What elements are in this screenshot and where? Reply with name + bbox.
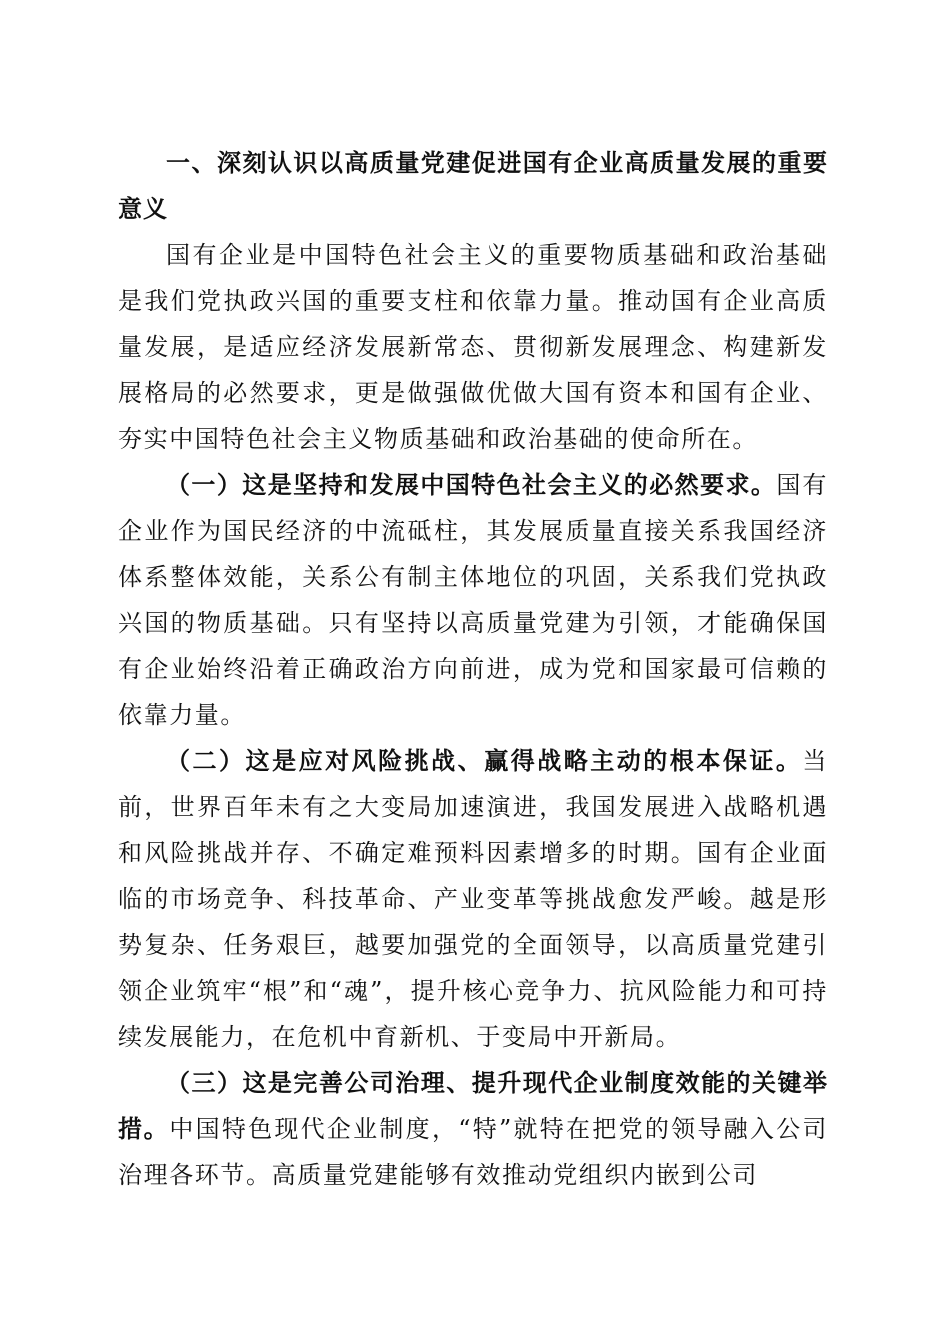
paragraph-1-title: （一）这是坚持和发展中国特色社会主义的必然要求。: [166, 471, 777, 499]
paragraph-1: [118, 462, 828, 738]
paragraph-2: [118, 738, 828, 1060]
paragraph-3-title: （三）这是完善公司治理、提升现代企业制度效能的关键举措。: [118, 1069, 828, 1143]
paragraph-2-title: （二）这是应对风险挑战、赢得战略主动的根本保证。: [166, 747, 803, 775]
document-body: [118, 140, 828, 1198]
intro-paragraph: 国有企业是中国特色社会主义的重要物质基础和政治基础是我们党执政兴国的重要支柱和依靠力量。推动国有企业高质量发展，是适应经济发展新常态、贯彻新发展理念、构建新发展格局的必然要求，更是做强做优做大国有资本和国有企业、夯实中国特色社会主义物质基础和政治基础的使命所在。: [118, 241, 828, 453]
paragraph-3-body: 中国特色现代企业制度，“特”就特在把党的领导融入公司治理各环节。高质量党建能够有效推动党组织内嵌到公司: [118, 1115, 829, 1189]
section-heading: 一、深刻认识以高质量党建促进国有企业高质量发展的重要意义: [118, 149, 828, 223]
paragraph-3: [118, 1060, 828, 1198]
paragraph-1-body: 国有企业作为国民经济的中流砥柱，其发展质量直接关系我国经济体系整体效能，关系公有制主体地位的巩固，关系我们党执政兴国的物质基础。只有坚持以高质量党建为引领，才能确保国有企业始终沿着正确政治方向前进，成为党和国家最可信赖的依靠力量。: [118, 471, 829, 729]
paragraph-2-body: 当前，世界百年未有之大变局加速演进，我国发展进入战略机遇和风险挑战并存、不确定难预料因素增多的时期。国有企业面临的市场竞争、科技革命、产业变革等挑战愈发严峻。越是形势复杂、任务艰巨，越要加强党的全面领导，以高质量党建引领企业筑牢“根”和“魂”，提升核心竞争力、抗风险能力和可持续发展能力，在危机中育新机、于变局中开新局。: [118, 747, 828, 1051]
